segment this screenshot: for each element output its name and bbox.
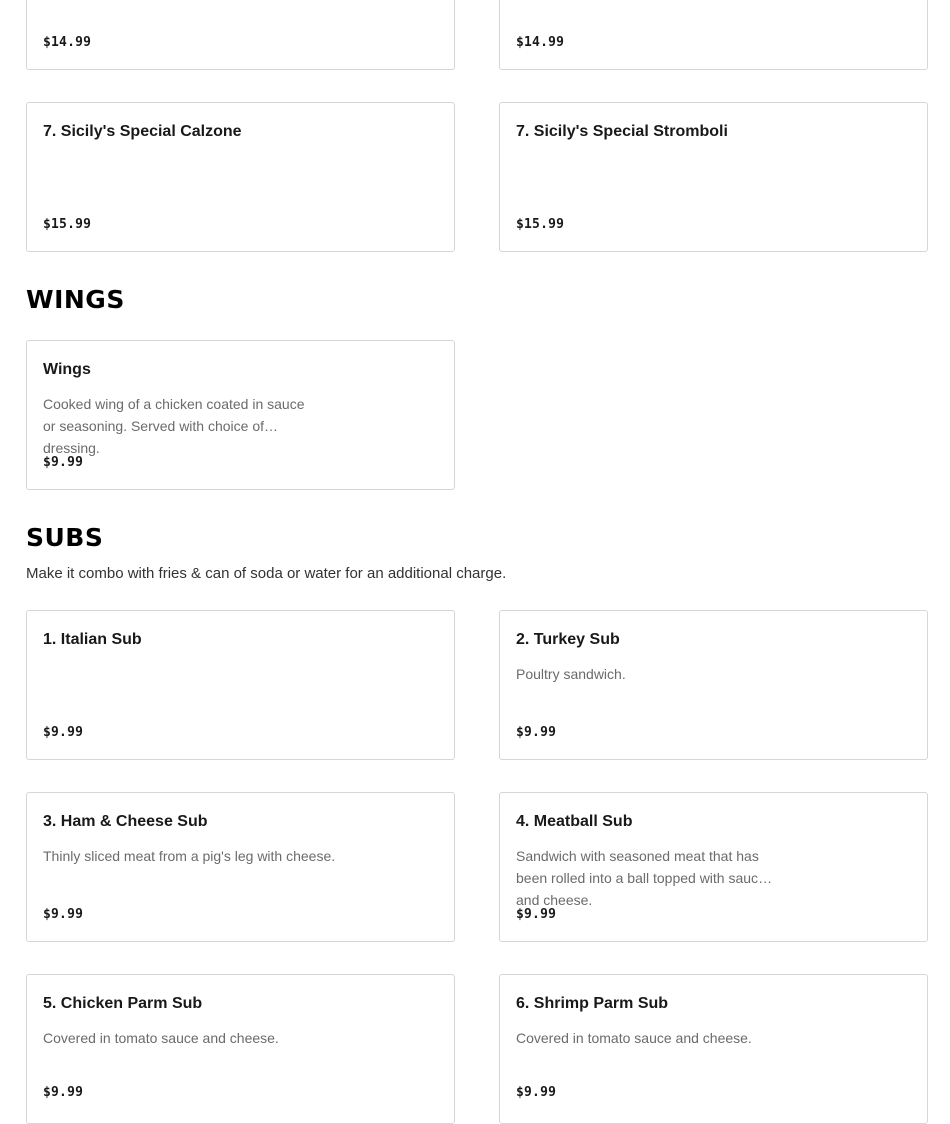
item-title: 5. Chicken Parm Sub: [43, 995, 203, 1012]
item-price: $9.99: [43, 907, 84, 922]
item-description: Cooked wing of a chicken coated in sauce or seasoning. Served with choice of dressing.: [43, 396, 305, 456]
item-price: $9.99: [516, 907, 557, 922]
item-price: $15.99: [43, 217, 92, 232]
menu-item-card[interactable]: [26, 102, 455, 252]
section-heading-wings: WINGS: [26, 285, 125, 314]
item-title: 7. Sicily's Special Stromboli: [516, 123, 728, 140]
item-title: 2. Turkey Sub: [516, 631, 620, 648]
item-price: $9.99: [43, 725, 84, 740]
item-price: $9.99: [43, 455, 84, 470]
item-title: 4. Meatball Sub: [516, 813, 633, 830]
item-title: 1. Italian Sub: [43, 631, 142, 648]
menu-item-card[interactable]: [26, 974, 455, 1124]
menu-item-card[interactable]: [499, 102, 928, 252]
menu-item-card[interactable]: [499, 610, 928, 760]
menu-item-card[interactable]: [499, 974, 928, 1124]
section-heading-subs: SUBS: [26, 523, 104, 552]
item-price: $9.99: [43, 1085, 84, 1100]
menu-item-card[interactable]: [26, 792, 455, 942]
section-note: Make it combo with fries & can of soda or water for an additional charge.: [26, 565, 507, 582]
menu-item-card[interactable]: [26, 340, 455, 490]
item-description: Sandwich with seasoned meat that has been rolled into a ball topped with sauce and cheese.: [516, 848, 766, 908]
item-description: Covered in tomato sauce and cheese.: [43, 1030, 279, 1046]
menu-item-card[interactable]: [26, 0, 455, 70]
menu-item-card[interactable]: [26, 610, 455, 760]
item-title: 6. Shrimp Parm Sub: [516, 995, 669, 1012]
menu-item-card[interactable]: [499, 792, 928, 942]
item-price: $9.99: [516, 725, 557, 740]
item-description: Poultry sandwich.: [516, 666, 626, 682]
item-price: $14.99: [516, 35, 565, 50]
item-description: Covered in tomato sauce and cheese.: [516, 1030, 752, 1046]
item-title: 3. Ham & Cheese Sub: [43, 813, 208, 830]
item-title: 7. Sicily's Special Calzone: [43, 123, 242, 140]
item-price: $14.99: [43, 35, 92, 50]
item-description: Thinly sliced meat from a pig's leg with cheese.: [43, 848, 336, 864]
menu-item-card[interactable]: [499, 0, 928, 70]
item-price: $9.99: [516, 1085, 557, 1100]
item-price: $15.99: [516, 217, 565, 232]
item-title: Wings: [43, 361, 91, 378]
